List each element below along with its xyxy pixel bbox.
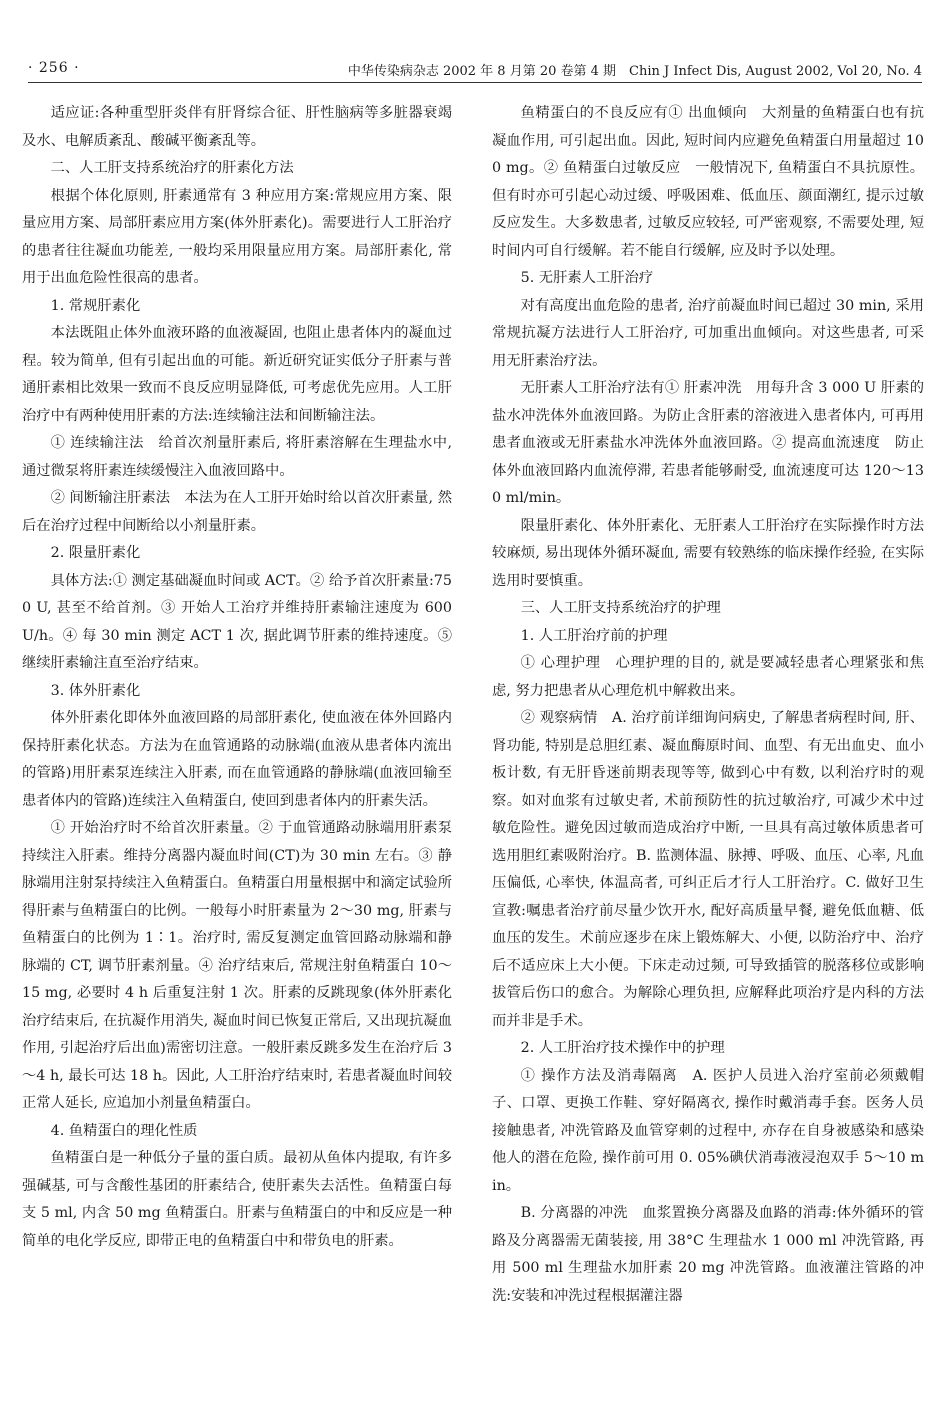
paragraph: 鱼精蛋白的不良反应有① 出血倾向 大剂量的鱼精蛋白也有抗凝血作用, 可引起出血。因此, 短时间内应避免鱼精蛋白用量超过 100 mg。② 鱼精蛋白过敏反应 一般情况下, 鱼精蛋白不具抗原性。但有时亦可引起心动过缓、呼吸困难、低血压、颜面潮红, 提示过敏反应发生。大多数患者, 过敏反应较轻, 可严密观察, 不需要处理, 短时间内可自行缓解。若不能自行缓解, 应及时予以处理。 xyxy=(492,105,924,259)
section-heading: 三、人工肝支持系统治疗的护理 xyxy=(520,600,721,616)
paragraph: 适应证:各种重型肝炎伴有肝肾综合征、肝性脑病等多脏器衰竭及水、电解质紊乱、酸碱平衡紊乱等。 xyxy=(22,105,452,149)
subsection-heading: 2. 人工肝治疗技术操作中的护理 xyxy=(520,1040,725,1056)
paragraph: 鱼精蛋白是一种低分子量的蛋白质。最初从鱼体内提取, 有许多强碱基, 可与含酸性基团的肝素结合, 使肝素失去活性。鱼精蛋白每支 5 ml, 内含 50 mg 鱼精蛋白。肝素与鱼精蛋白的中和反应是一种简单的电化学反应, 即带正电的鱼精蛋白中和带负电的肝素。 xyxy=(22,1150,452,1249)
left-column xyxy=(22,100,452,1255)
paragraph: 对有高度出血危险的患者, 治疗前凝血时间已超过 30 min, 采用常规抗凝方法进行人工肝治疗, 可加重出血倾向。对这些患者, 可采用无肝素治疗法。 xyxy=(492,297,924,369)
paragraph: 限量肝素化、体外肝素化、无肝素人工肝治疗在实际操作时方法较麻烦, 易出现体外循环凝血, 需要有较熟练的临床操作经验, 在实际选用时要慎重。 xyxy=(492,517,924,589)
paragraph: ① 操作方法及消毒隔离 A. 医护人员进入治疗室前必须戴帽子、口罩、更换工作鞋、穿好隔离衣, 操作时戴消毒手套。医务人员接触患者, 冲洗管路及血管穿刺的过程中, 亦存在自身被感染和感染他人的潜在危险, 操作前可用 0. 05%碘伏消毒液浸泡双手 5～10 min。 xyxy=(492,1067,924,1194)
subsection-heading: 5. 无肝素人工肝治疗 xyxy=(520,270,654,286)
paragraph: ① 开始治疗时不给首次肝素量。② 于血管通路动脉端用肝素泵持续注入肝素。维持分离器内凝血时间(CT)为 30 min 左右。③ 静脉端用注射泵持续注入鱼精蛋白。鱼精蛋白用量根据中和滴定试验所得肝素与鱼精蛋白的比例。一般每小时肝素量为 2～30 mg, 肝素与鱼精蛋白的比例为 1∶1。治疗时, 需反复测定血管回路动脉端和静脉端的 CT, 调节肝素剂量。④ 治疗结束后, 常规注射鱼精蛋白 10～15 mg, 必要时 4 h 后重复注射 1 次。肝素的反跳现象(体外肝素化治疗结束后, 在抗凝作用消失, 凝血时间已恢复正常后, 又出现抗凝血作用, 引起治疗后出血)需密切注意。一般肝素反跳多发生在治疗后 3～4 h, 最长可达 18 h。因此, 人工肝治疗结束时, 若患者凝血时间较正常人延长, 应追加小剂量鱼精蛋白。 xyxy=(22,820,452,1111)
paragraph: 具体方法:① 测定基础凝血时间或 ACT。② 给予首次肝素量:750 U, 甚至不给首剂。③ 开始人工治疗并维持肝素输注速度为 600 U/h。④ 每 30 min 测定 ACT 1 次, 据此调节肝素的维持速度。⑤ 继续肝素输注直至治疗结束。 xyxy=(22,572,452,671)
paragraph: ① 连续输注法 给首次剂量肝素后, 将肝素溶解在生理盐水中, 通过微泵将肝素连续缓慢注入血液回路中。 xyxy=(22,435,452,479)
paragraph: 体外肝素化即体外血液回路的局部肝素化, 使血液在体外回路内保持肝素化状态。方法为在血管通路的动脉端(血液从患者体内流出的管路)用肝素泵连续注入肝素, 而在血管通路的静脉端(血液回输至患者体内的管路)连续注入鱼精蛋白, 使回到患者体内的肝素失活。 xyxy=(22,710,452,809)
running-header xyxy=(28,56,922,83)
paragraph: ② 观察病情 A. 治疗前详细询问病史, 了解患者病程时间, 肝、肾功能, 特别是总胆红素、凝血酶原时间、血型、有无出血史、血小板计数, 有无肝昏迷前期表现等等, 做到心中有数, 以利治疗时的观察。如对血浆有过敏史者, 术前预防性的抗过敏治疗, 可减少术中过敏危险性。避免因过敏而造成治疗中断, 一旦具有高过敏体质患者可选用胆红素吸附治疗。B. 监测体温、脉搏、呼吸、血压、心率, 凡血压偏低, 心率快, 体温高者, 可纠正后才行人工肝治疗。C. 做好卫生宣教:嘱患者治疗前尽量少饮开水, 配好高质量早餐, 避免低血糖、低血压的发生。术前应逐步在床上锻炼解大、小便, 以防治疗中、治疗后不适应床上大小便。下床走动过频, 可导致插管的脱落移位或影响拔管后伤口的愈合。为解除心理负担, 应解释此项治疗是内科的方法而并非是手术。 xyxy=(492,710,924,1029)
paragraph: ② 间断输注肝素法 本法为在人工肝开始时给以首次肝素量, 然后在治疗过程中间断给以小剂量肝素。 xyxy=(22,490,452,534)
section-heading: 二、人工肝支持系统治疗的肝素化方法 xyxy=(50,160,294,176)
journal-citation: 中华传染病杂志 2002 年 8 月第 20 卷第 4 期 Chin J Infect Dis, August 2002, Vol 20, No. 4 xyxy=(347,64,922,79)
right-column xyxy=(492,100,924,1310)
page-number: · 256 · xyxy=(28,60,80,76)
paragraph: B. 分离器的冲洗 血浆置换分离器及血路的消毒:体外循环的管路及分离器需无菌装接, 用 38°C 生理盐水 1 000 ml 冲洗管路, 再用 500 ml 生理盐水加肝素 20 mg 冲洗管路。血液灌注管路的冲洗:安装和冲洗过程根据灌注器 xyxy=(492,1205,924,1304)
subsection-heading: 2. 限量肝素化 xyxy=(50,545,141,561)
subsection-heading: 1. 常规肝素化 xyxy=(50,297,141,314)
paragraph: ① 心理护理 心理护理的目的, 就是要减轻患者心理紧张和焦虑, 努力把患者从心理危机中解救出来。 xyxy=(492,655,924,699)
paragraph: 本法既阻止体外血液环路的血液凝固, 也阻止患者体内的凝血过程。较为简单, 但有引起出血的可能。新近研究证实低分子肝素与普通肝素相比效果一致而不良反应明显降低, 可考虑优先应用。人工肝治疗中有两种使用肝素的方法:连续输注法和间断输注法。 xyxy=(22,325,452,424)
paragraph: 根据个体化原则, 肝素通常有 3 种应用方案:常规应用方案、限量应用方案、局部肝素应用方案(体外肝素化)。需要进行人工肝治疗的患者往往凝血功能差, 一般均采用限量应用方案。局部肝素化, 常用于出血危险性很高的患者。 xyxy=(22,187,452,286)
subsection-heading: 3. 体外肝素化 xyxy=(50,682,141,699)
subsection-heading: 1. 人工肝治疗前的护理 xyxy=(520,627,668,644)
subsection-heading: 4. 鱼精蛋白的理化性质 xyxy=(50,1122,198,1139)
paragraph: 无肝素人工肝治疗法有① 肝素冲洗 用每升含 3 000 U 肝素的盐水冲洗体外血液回路。为防止含肝素的溶液进入患者体内, 可再用患者血液或无肝素盐水冲洗体外血液回路。② 提高血流速度 防止体外血液回路内血流停滞, 若患者能够耐受, 血流速度可达 120～130 ml/min。 xyxy=(492,380,924,506)
